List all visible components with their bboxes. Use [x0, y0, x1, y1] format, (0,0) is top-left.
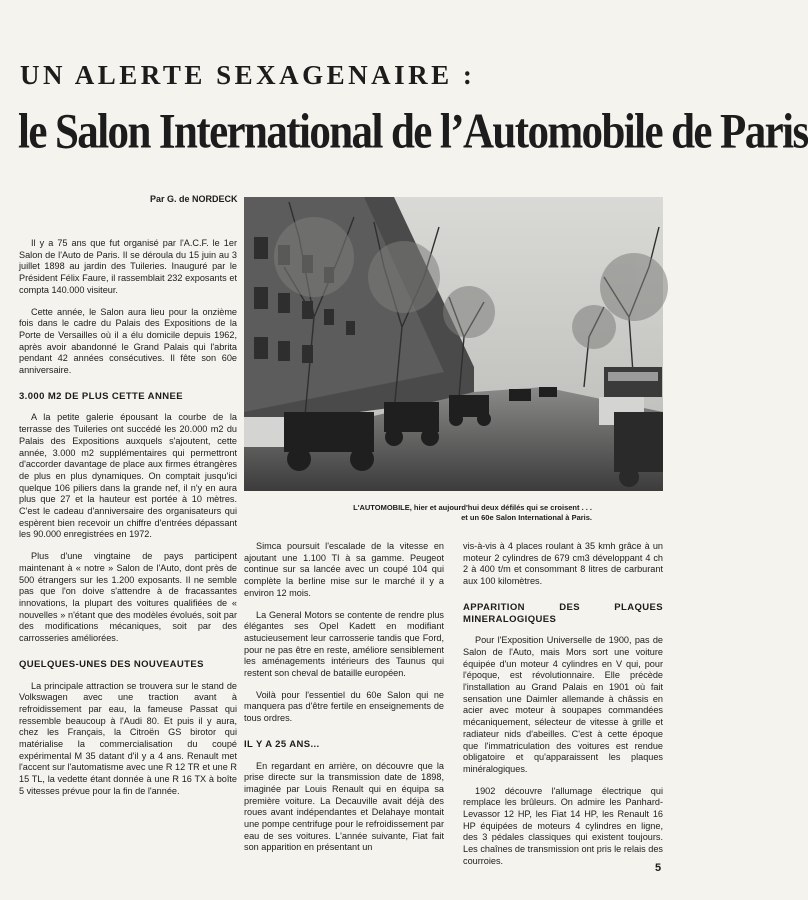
paragraph: Simca poursuit l'escalade de la vitesse en ajoutant une 1.100 TI à sa gamme. Peugeot continue sur sa lancée avec un coupé 104 qui complète la berline mise sur le marché il y a environ 12 mois. [244, 541, 444, 598]
article-column-1 [19, 238, 237, 808]
paragraph: vis-à-vis à 4 places roulant à 35 kmh grâce à un moteur 2 cylindres de 679 cm3 développant 4 ch 2 à 400 t/m et consommant 8 litres de carburant aux 100 kilomètres. [463, 541, 663, 587]
article-kicker: UN ALERTE SEXAGENAIRE : [20, 60, 476, 90]
paragraph: Pour l'Exposition Universelle de 1900, pas de Salon de l'Auto, mais Mors sort une voiture équipée d'un moteur 4 cylindres en V qui, pour l'époque, est révolutionnaire. Elle précède l'installation au Grand Palais en 1901 où fait sensation une Daimler allemande à châssis en acier avec moteur à soupapes commandées mécaniquement, sélecteur de vitesse à grille et radiateur nids d'abeilles. C'est à cette époque que l'immatriculation des voitures est rendue obligatoire et qu'apparaissent les plaques minéralogiques. [463, 635, 663, 774]
section-heading: APPARITION DES PLAQUES MINERALOGIQUES [463, 601, 663, 625]
paragraph: La principale attraction se trouvera sur le stand de Volkswagen avec une traction avant à refroidissement par eau, la fameuse Passat qui ressemble beaucoup à l'Audi 80. Et puis il y aura, chez les Français, la Citroën GS birotor qui matérialise la commercialisation du coupé expérimental M 35 datant d'il y a 4 ans. Renault met l'accent sur l'automatisme avec une R 12 TR et une R 15 TL, la vedette étant donnée à une R 16 TX à boîte 5 vitesses prévue pour la fin de l'année. [19, 680, 237, 796]
section-heading: 3.000 M2 DE PLUS CETTE ANNEE [19, 390, 183, 402]
paragraph: Il y a 75 ans que fut organisé par l'A.C.F. le 1er Salon de l'Auto de Paris. Il se déroula du 15 juin au 3 juillet 1898 au jardin des Tuileries. Inauguré par le Président Félix Faure, il rassemblait 232 exposants et compta 140.000 visiteur. [19, 238, 237, 295]
article-column-3 [463, 541, 663, 878]
paragraph: En regardant en arrière, on découvre que la prise directe sur la transmission date de 1898, imaginée par Louis Renault qui en équipa sa première voiture. La Decauville avait déjà des roues avant indépendantes et Delahaye montait une pompe centrifuge pour le refroidissement par eau de ses voitures. L'année suivante, Fiat fait son apparition en présentant un [244, 760, 444, 853]
paragraph: A la petite galerie épousant la courbe de la terrasse des Tuileries ont succédé les 20.000 m2 du Palais des Expositions auxquels s'ajoutent, cette année, 3.000 m2 supplémentaires qui permettront d'accorder davantage de place aux firmes étrangères de plus en plus dynamiques. On comptait jusqu'ici quelque 106 piliers dans la grande nef, il n'y en aura plus que 27 et la hauteur est portée à 10 mètres. C'est le cadeau d'anniversaire des organisateurs qui espèrent bien recevoir un chiffre d'entrées dépassant les 90.000 enregistrées en 1972. [19, 412, 237, 540]
article-title: le Salon International de l’Automobile de Paris [18, 105, 808, 160]
article-column-2 [244, 541, 444, 864]
photo-caption-line-2: et un 60e Salon International à Paris. [461, 512, 592, 522]
page-number: 5 [655, 862, 662, 874]
section-heading: IL Y A 25 ANS... [244, 738, 320, 750]
article-byline: Par G. de NORDECK [150, 194, 238, 204]
paragraph: Plus d'une vingtaine de pays participent maintenant à « notre » Salon de l'Auto, dont près de 500 étrangers sur les 1.200 exposants. Il ne semble pas que l'on doive s'attendre à de fracassantes innovations, la plupart des voitures qualifiées de « nouvelles » n'étant que des modèles évolués, soit par des modifications mécaniques, soit par des carrosseries améliorées. [19, 551, 237, 644]
paragraph: Voilà pour l'essentiel du 60e Salon qui ne manquera pas d'être fertile en enseignements de tous ordres. [244, 689, 444, 724]
photo-caption-line-1: L'AUTOMOBILE, hier et aujourd'hui deux défilés qui se croisent . . . [353, 503, 592, 512]
paragraph: Cette année, le Salon aura lieu pour la onzième fois dans le cadre du Palais des Expositions de la Porte de Versailles où il a élu domicile depuis 1962, après avoir abandonné le Grand Palais qui l'abrita pendant 42 années consécutives. Il fête son 60e anniversaire. [19, 306, 237, 376]
paragraph: La General Motors se contente de rendre plus élégantes ses Opel Kadett en modifiant astucieusement leur carrosserie tandis que Ford, pour ne pas être en reste, améliore sensiblement les aménagements intérieurs des Taunus qui restent son cheval de bataille européen. [244, 609, 444, 679]
photo-caption [290, 503, 592, 522]
street-photo [244, 197, 663, 491]
section-heading: QUELQUES-UNES DES NOUVEAUTES [19, 658, 204, 670]
street-photo-illustration [244, 197, 663, 491]
paragraph: 1902 découvre l'allumage électrique qui remplace les brûleurs. On admire les Panhard-Levassor 12 HP, les Fiat 14 HP, les Renault 16 HP équipées de moteurs 4 cylindres en ligne, des 3 pédales classiques qui existent toujours. Les chaînes de transmission ont pris le relais des courroies. [463, 785, 663, 866]
